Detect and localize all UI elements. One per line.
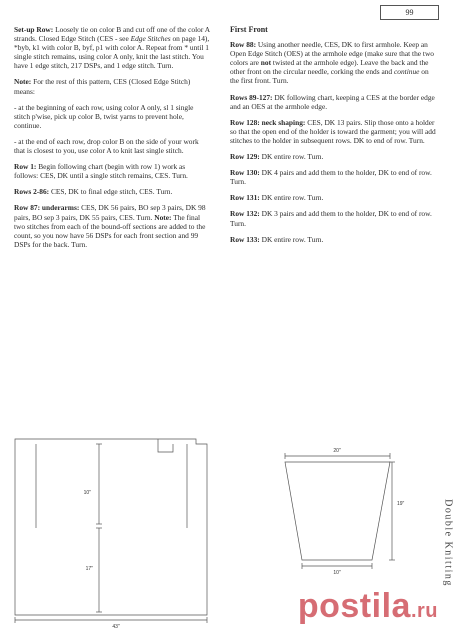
row-130-paragraph [230, 168, 436, 186]
left-column [14, 25, 210, 256]
setup-row-label: Set-up Row: [14, 25, 54, 34]
row-88-paragraph [230, 40, 436, 85]
row-88-text-2: twisted at the armhole edge). Leave the back and the other front on the circular needle, corking the ends and [230, 58, 429, 77]
rows-2-86-text: CES, DK to final edge stitch, CES. Turn. [49, 187, 173, 197]
sleeve-length-label: 19" [397, 501, 405, 507]
row-88-italic: continue [393, 67, 420, 77]
rows-2-86-paragraph [14, 187, 210, 196]
setup-row-paragraph [14, 25, 210, 70]
row-128-paragraph [230, 118, 436, 145]
sleeve-outline [285, 462, 390, 560]
row-1-paragraph [14, 162, 210, 180]
row-87-text: CES, DK 56 pairs, BO sep 3 pairs, DK 98 pairs, BO sep 3 pairs, DK 55 pairs, CES. Turn. [14, 203, 206, 222]
note-paragraph [14, 77, 210, 95]
row-88-text-3: on the first front. Turn. [230, 67, 429, 86]
row-131-paragraph [230, 193, 436, 202]
note-text: For the rest of this pattern, CES (Closed Edge Stitch) means: [14, 77, 191, 96]
row-130-label: Row 130: [230, 168, 260, 178]
sleeve-cuff-label: 10" [333, 570, 341, 576]
row-131-text: DK entire row. Turn. [259, 193, 324, 203]
row-87-note-label: Note: [154, 212, 172, 222]
row-1-label: Row 1: [14, 162, 37, 172]
row-132-label: Row 132: [230, 209, 260, 219]
page-number: 99 [380, 5, 439, 20]
note-label: Note: [14, 77, 32, 87]
row-88-bold: not [260, 58, 272, 68]
setup-row-text: Loosely tie on color B and cut off one of the color A strands. Closed Edge Stitch (CES - see [14, 25, 210, 44]
row-129-label: Row 129: [230, 152, 260, 162]
row-1-text: Begin following chart (begin with row 1) work as follows: CES, DK until a single stitch remains, CES. Turn. [14, 162, 188, 181]
watermark-logo [298, 587, 438, 626]
rows-89-127-label: Rows 89-127: [230, 92, 273, 102]
row-129-text: DK entire row. Turn. [259, 152, 324, 162]
row-88-text: Using another needle, CES, DK to first armhole. Keep an Open Edge Stitch (OES) at the armhole edge (make sure that the two colors are [230, 40, 435, 68]
row-131-label: Row 131: [230, 193, 260, 203]
bullet-end: - at the end of each row, drop color B on the side of your work that is closest to you, use color A to knit last single stitch. [14, 136, 199, 156]
body-outline [15, 439, 207, 615]
row-130-text: DK 4 pairs and add them to the holder, DK to end of row. Turn. [230, 168, 432, 187]
watermark-brand: postila [297, 587, 411, 625]
rows-89-127-paragraph [230, 93, 436, 111]
armhole-depth-label: 10" [83, 490, 91, 496]
side-chapter-title-text: Double Knitting [442, 499, 454, 587]
row-88-label: Row 88: [230, 40, 257, 50]
row-128-text: CES, DK 13 pairs. Slip those onto a holder so that the open end of the holder is toward the garment; you will add stitches to the holder in subsequent rows. DK to end of row. Turn. [230, 117, 436, 145]
setup-row-text-2: on page 14), *byb, k1 with color B, byf, p1 with color A. Repeat from * until 1 single stitch remains, using color A only, knit the last stitch. You have 1 edge stitch, 217 DSPs, and 1 edge stitch. Turn. [14, 34, 210, 71]
body-width-label: 43" [112, 624, 120, 630]
setup-row-italic: Edge Stitches [130, 34, 171, 44]
row-132-paragraph [230, 209, 436, 227]
rows-2-86-label: Rows 2-86: [14, 187, 50, 197]
section-heading: First Front [230, 25, 268, 34]
watermark-suffix: .ru [410, 600, 438, 622]
neck-notch [158, 439, 173, 452]
row-87-paragraph [14, 203, 210, 248]
row-87-label: Row 87: underarms: [14, 203, 80, 213]
row-87-text-2: The final two stitches from each of the bound-off sections are added to the count, so you now have 56 DSPs for each front section and 99 DSPs for the back. Turn. [14, 212, 206, 249]
row-132-text: DK 3 pairs and add them to the holder, DK to end of row. Turn. [230, 209, 432, 228]
bullet-beginning: - at the beginning of each row, using color A only, sl 1 single stitch p'wise, pick up color B, twist yarns to prevent hole, continue. [14, 102, 194, 130]
row-133-text: DK entire row. Turn. [259, 234, 324, 244]
row-133-label: Row 133: [230, 234, 260, 244]
side-chapter-title [441, 468, 455, 618]
rows-89-127-text: DK following chart, keeping a CES at the border edge and an OES at the armhole edge. [230, 92, 435, 111]
row-133-paragraph [230, 235, 436, 244]
body-length-label: 17" [85, 566, 93, 572]
sleeve-top-label: 20" [333, 448, 341, 454]
row-129-paragraph [230, 152, 436, 161]
right-column [230, 25, 436, 251]
row-128-label: Row 128: neck shaping: [230, 117, 306, 127]
